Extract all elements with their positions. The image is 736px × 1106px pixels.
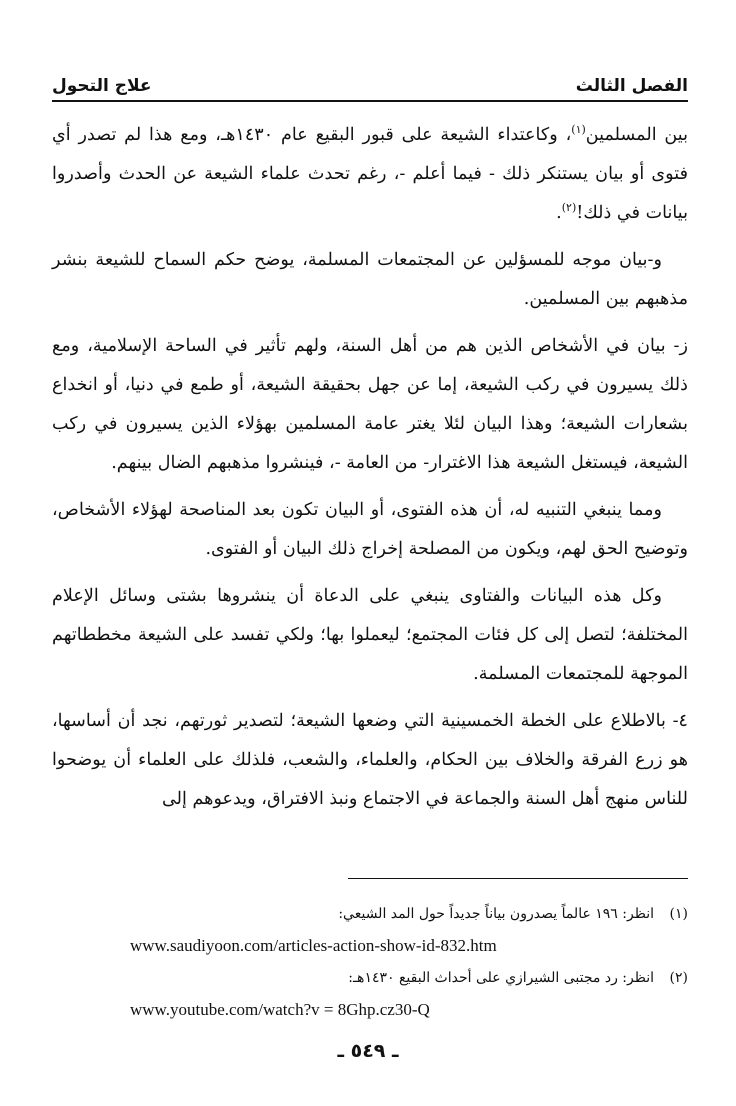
paragraph: ز- بيان في الأشخاص الذين هم من أهل السنة، ولهم تأثير في الساحة الإسلامية، ومع ذلك يسيرون في ركب الشيعة، إما عن جهل بحقيقة الشيعة، أو طمع في دنيا، أو انخداع بشعارات الشيعة؛ وهذا البيان لئلا يغتر عامة المسلمين بهؤلاء الذين يسيرون في ركب الشيعة، فيستغل الشيعة هذا الاغترار- من العامة -، فينشروا مذهبهم الضال بينهم. <box>52 336 688 473</box>
paragraph <box>52 116 688 233</box>
footnote <box>52 962 688 994</box>
running-header <box>52 62 688 102</box>
footnote-ref[interactable]: (٢) <box>561 201 577 215</box>
footnote <box>52 898 688 930</box>
footnote-url[interactable]: www.youtube.com/watch?v = 8Ghp.cz30-Q <box>130 1000 430 1019</box>
paragraph: ومما ينبغي التنبيه له، أن هذه الفتوى، أو البيان تكون بعد المناصحة لهؤلاء الأشخاص، وتوضيح الحق لهم، ويكون من المصلحة إخراج ذلك البيان أو الفتوى. <box>52 500 688 559</box>
footnote-number: (١) <box>669 906 688 922</box>
paragraph-text: ، وكاعتداء الشيعة على قبور البقيع عام ١٤٣٠هـ، ومع هذا لم تصدر أي فتوى أو بيان يستنكر ذلك - فيما أعلم -، رغم تحدث علماء الشيعة عن الحدث وأصدروا بيانات في ذلك! <box>52 125 688 223</box>
footnote-text: انظر: رد مجتبى الشيرازي على أحداث البقيع ١٤٣٠هـ: <box>348 970 654 986</box>
paragraph: ٤- بالاطلاع على الخطة الخمسينية التي وضعها الشيعة؛ لتصدير ثورتهم، نجد أن أساسها، هو زرع الفرقة والخلاف بين الحكام، والعلماء، والشعب، فلذلك على العلماء أن يوضحوا للناس منهج أهل السنة والجماعة في الاجتماع ونبذ الافتراق، ويدعوهم إلى <box>52 711 688 809</box>
footnote-text: انظر: ١٩٦ عالماً يصدرون بياناً جديداً حول المد الشيعي: <box>338 906 654 922</box>
paragraph: و-بيان موجه للمسؤلين عن المجتمعات المسلمة، يوضح حكم السماح للشيعة بنشر مذهبهم بين المسلمين. <box>52 250 688 309</box>
footnote-ref[interactable]: (١) <box>571 123 586 137</box>
main-text <box>52 116 688 827</box>
page-number: ـ ٥٤٩ ـ <box>337 1040 399 1062</box>
paragraph-text: بين المسلمين <box>585 125 688 145</box>
footnotes <box>52 898 688 1026</box>
footnote-divider <box>348 878 688 879</box>
paragraph: وكل هذه البيانات والفتاوى ينبغي على الدعاة أن ينشروها بشتى وسائل الإعلام المختلفة؛ لتصل إلى كل فئات المجتمع؛ ليعملوا بها؛ ولكي تفسد على الشيعة مخططاتهم الموجهة للمجتمعات المسلمة. <box>52 586 688 684</box>
paragraph-text: . <box>556 203 562 223</box>
chapter-title: الفصل الثالث <box>575 76 688 96</box>
footnote-url[interactable]: www.saudiyoon.com/articles-action-show-id-832.htm <box>130 936 497 955</box>
footnote-number: (٢) <box>669 970 688 986</box>
section-title: علاج التحول <box>52 76 152 96</box>
